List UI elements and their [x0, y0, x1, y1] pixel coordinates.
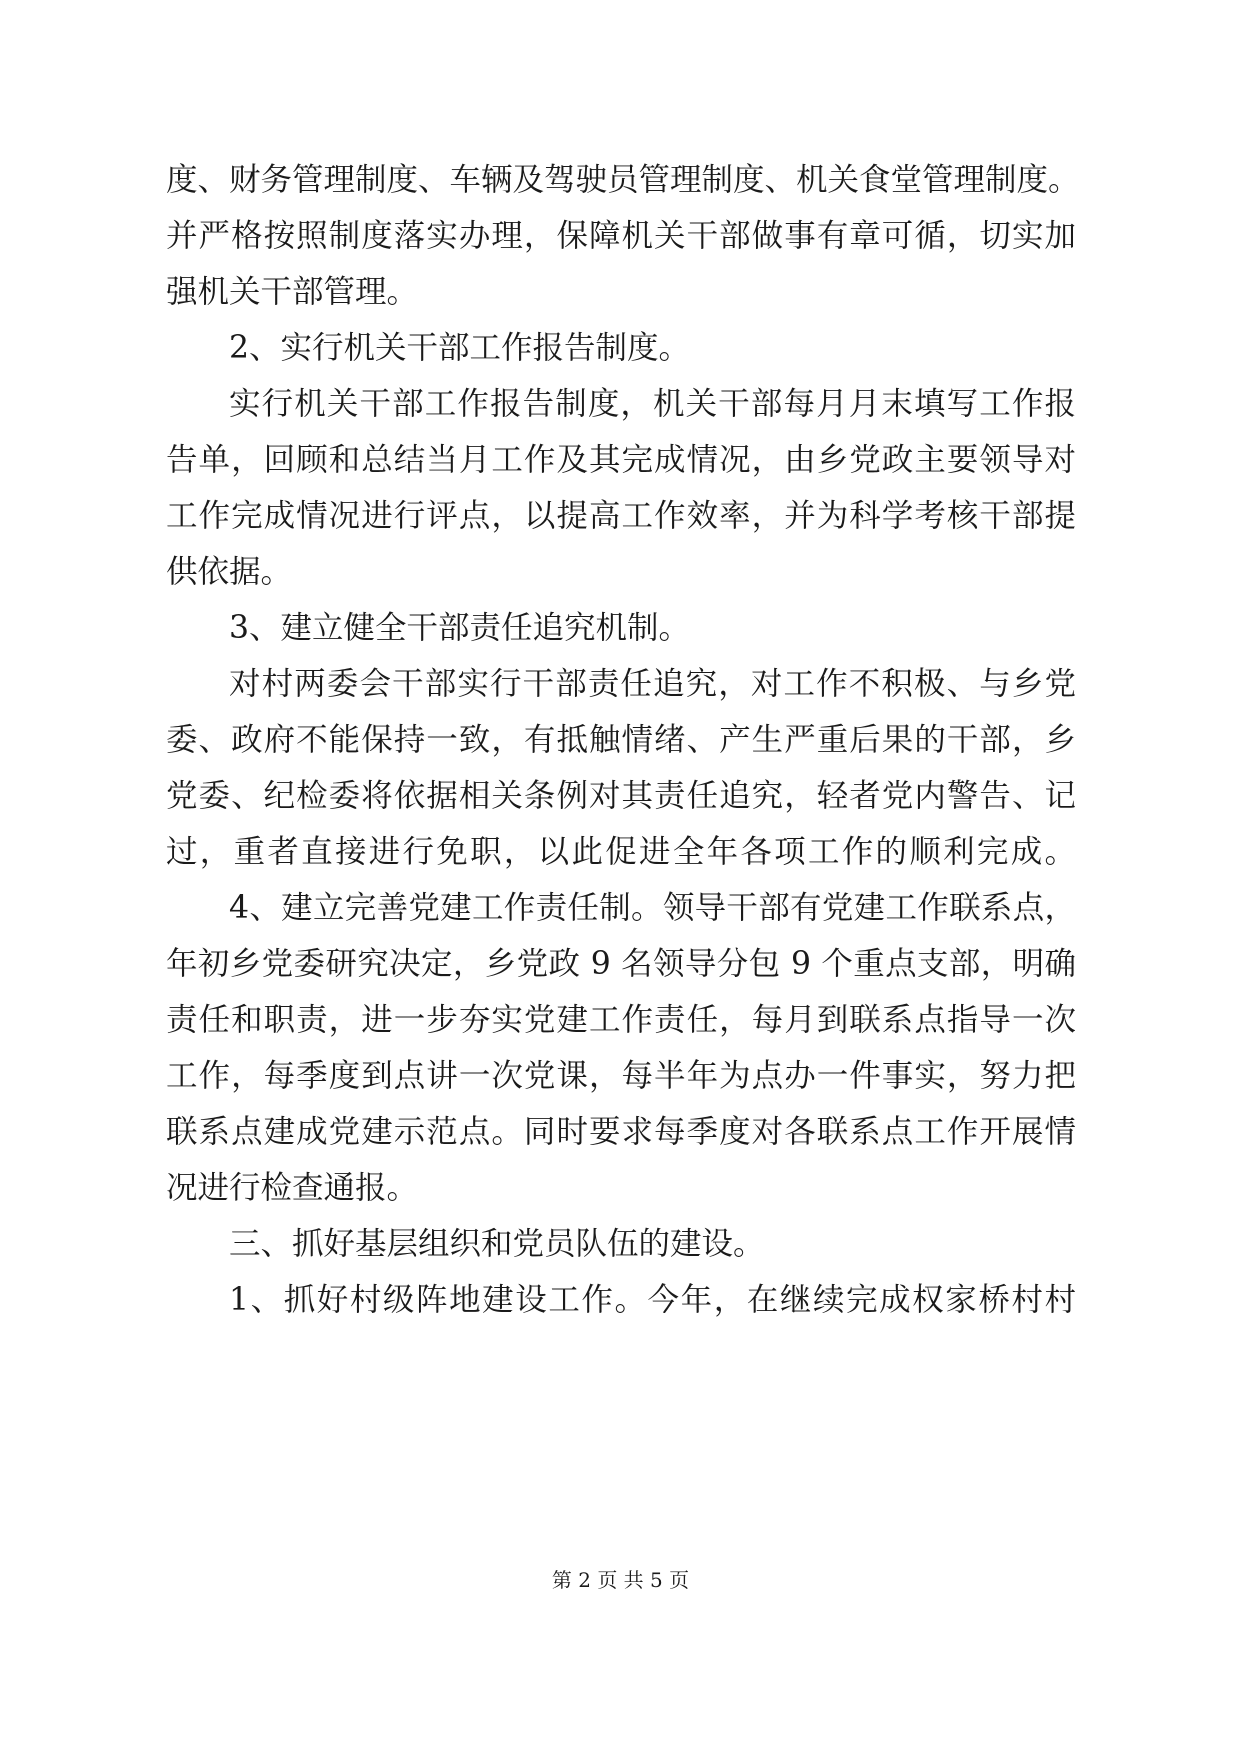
- text-line: 强机关干部管理。: [166, 274, 419, 310]
- text-line: 供依据。: [166, 554, 293, 590]
- text-line: 委、政府不能保持一致，有抵触情绪、产生严重后果的干部，乡: [166, 722, 1076, 758]
- text-line: 实行机关干部工作报告制度，机关干部每月月末填写工作报: [229, 386, 1076, 422]
- text-line: 年初乡党委研究决定，乡党政 9 名领导分包 9 个重点支部，明确: [166, 946, 1076, 982]
- text-line: 4、建立完善党建工作责任制。领导干部有党建工作联系点，: [229, 890, 1076, 926]
- text-line: 联系点建成党建示范点。同时要求每季度对各联系点工作开展情: [166, 1114, 1076, 1150]
- text-line: 工作，每季度到点讲一次党课，每半年为点办一件事实，努力把: [166, 1058, 1076, 1094]
- page-footer: 第 2 页 共 5 页: [551, 1568, 690, 1592]
- text-line: 告单，回顾和总结当月工作及其完成情况，由乡党政主要领导对: [166, 442, 1076, 478]
- text-line: 对村两委会干部实行干部责任追究，对工作不积极、与乡党: [229, 666, 1076, 702]
- text-line: 度、财务管理制度、车辆及驾驶员管理制度、机关食堂管理制度。: [166, 162, 1080, 198]
- text-line: 责任和职责，进一步夯实党建工作责任，每月到联系点指导一次: [166, 1002, 1076, 1038]
- text-line: 1、抓好村级阵地建设工作。今年，在继续完成权家桥村村: [229, 1282, 1076, 1318]
- text-line: 况进行检查通报。: [166, 1170, 419, 1206]
- text-line: 并严格按照制度落实办理，保障机关干部做事有章可循，切实加: [166, 218, 1076, 254]
- section-heading: 2、实行机关干部工作报告制度。: [229, 330, 691, 366]
- text-line: 工作完成情况进行评点，以提高工作效率，并为科学考核干部提: [166, 498, 1076, 534]
- text-line: 党委、纪检委将依据相关条例对其责任追究，轻者党内警告、记: [166, 778, 1076, 814]
- text-line: 过，重者直接进行免职，以此促进全年各项工作的顺利完成。: [166, 834, 1076, 870]
- section-heading: 三、抓好基层组织和党员队伍的建设。: [229, 1226, 765, 1262]
- section-heading: 3、建立健全干部责任追究机制。: [229, 610, 691, 646]
